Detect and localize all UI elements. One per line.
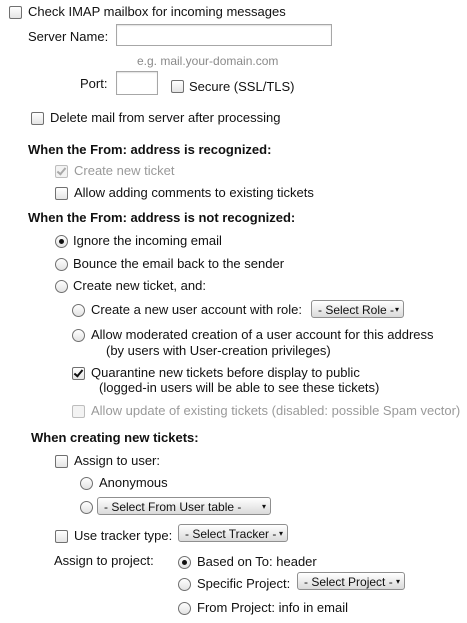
select-user-radio[interactable]	[80, 501, 93, 514]
role-select[interactable]	[311, 300, 404, 318]
from-project-radio[interactable]	[178, 602, 191, 615]
create-new-ticket-radio[interactable]	[55, 280, 68, 293]
project-select[interactable]	[297, 572, 405, 590]
create-user-account-radio[interactable]	[72, 304, 85, 317]
secure-label: Secure (SSL/TLS)	[189, 79, 295, 94]
project-select-value: - Select Project -	[304, 575, 393, 589]
allow-update-label: Allow update of existing tickets (disabled: possible Spam vector)	[91, 403, 461, 418]
allow-update-checkbox-disabled	[72, 405, 85, 418]
ignore-email-radio[interactable]	[55, 235, 68, 248]
role-select-value: - Select Role -	[318, 303, 395, 317]
create-ticket-label: Create new ticket	[74, 163, 175, 178]
assign-user-checkbox[interactable]	[55, 455, 68, 468]
user-select-value: - Select From User table -	[104, 500, 242, 514]
assign-project-label: Assign to project:	[54, 553, 154, 568]
port-input[interactable]	[116, 71, 158, 95]
server-name-input[interactable]	[116, 24, 332, 46]
create-ticket-checkbox-disabled	[55, 165, 68, 178]
tracker-select-value: - Select Tracker -	[185, 527, 277, 541]
chevron-down-icon: ▾	[278, 529, 283, 538]
moderated-creation-note: (by users with User-creation privileges)	[106, 343, 331, 358]
allow-comments-label: Allow adding comments to existing tickets	[74, 185, 314, 200]
bounce-email-radio[interactable]	[55, 258, 68, 271]
check-imap-label: Check IMAP mailbox for incoming messages	[28, 4, 286, 19]
check-imap-checkbox[interactable]	[9, 6, 22, 19]
specific-project-radio[interactable]	[178, 578, 191, 591]
create-user-account-label: Create a new user account with role:	[91, 302, 302, 317]
quarantine-checkbox[interactable]	[72, 367, 85, 380]
anonymous-radio[interactable]	[80, 477, 93, 490]
not-recognized-heading: When the From: address is not recognized:	[28, 210, 296, 225]
chevron-down-icon: ▾	[394, 305, 399, 314]
new-tickets-heading: When creating new tickets:	[31, 430, 199, 445]
chevron-down-icon: ▾	[261, 502, 266, 511]
use-tracker-checkbox[interactable]	[55, 530, 68, 543]
use-tracker-label: Use tracker type:	[74, 528, 173, 543]
based-on-to-radio[interactable]	[178, 556, 191, 569]
port-label: Port:	[80, 76, 108, 91]
anonymous-label: Anonymous	[99, 475, 168, 490]
assign-user-label: Assign to user:	[74, 453, 160, 468]
allow-comments-checkbox[interactable]	[55, 187, 68, 200]
ignore-email-label: Ignore the incoming email	[73, 233, 222, 248]
quarantine-label: Quarantine new tickets before display to public	[91, 365, 360, 380]
moderated-creation-radio[interactable]	[72, 329, 85, 342]
secure-checkbox[interactable]	[171, 80, 184, 93]
user-select[interactable]	[97, 497, 271, 515]
from-project-label: From Project: info in email	[197, 600, 348, 615]
delete-mail-label: Delete mail from server after processing	[50, 110, 281, 125]
recognized-heading: When the From: address is recognized:	[28, 142, 272, 157]
moderated-creation-label: Allow moderated creation of a user account for this address	[91, 327, 434, 342]
tracker-select[interactable]	[178, 524, 288, 542]
delete-mail-checkbox[interactable]	[31, 112, 44, 125]
chevron-down-icon: ▾	[395, 577, 400, 586]
quarantine-note: (logged-in users will be able to see these tickets)	[99, 380, 380, 395]
specific-project-label: Specific Project:	[197, 576, 291, 591]
create-new-ticket-label: Create new ticket, and:	[73, 278, 206, 293]
bounce-email-label: Bounce the email back to the sender	[73, 256, 285, 271]
server-name-label: Server Name:	[28, 29, 109, 44]
based-on-to-label: Based on To: header	[197, 554, 317, 569]
server-name-hint: e.g. mail.your-domain.com	[137, 54, 279, 68]
